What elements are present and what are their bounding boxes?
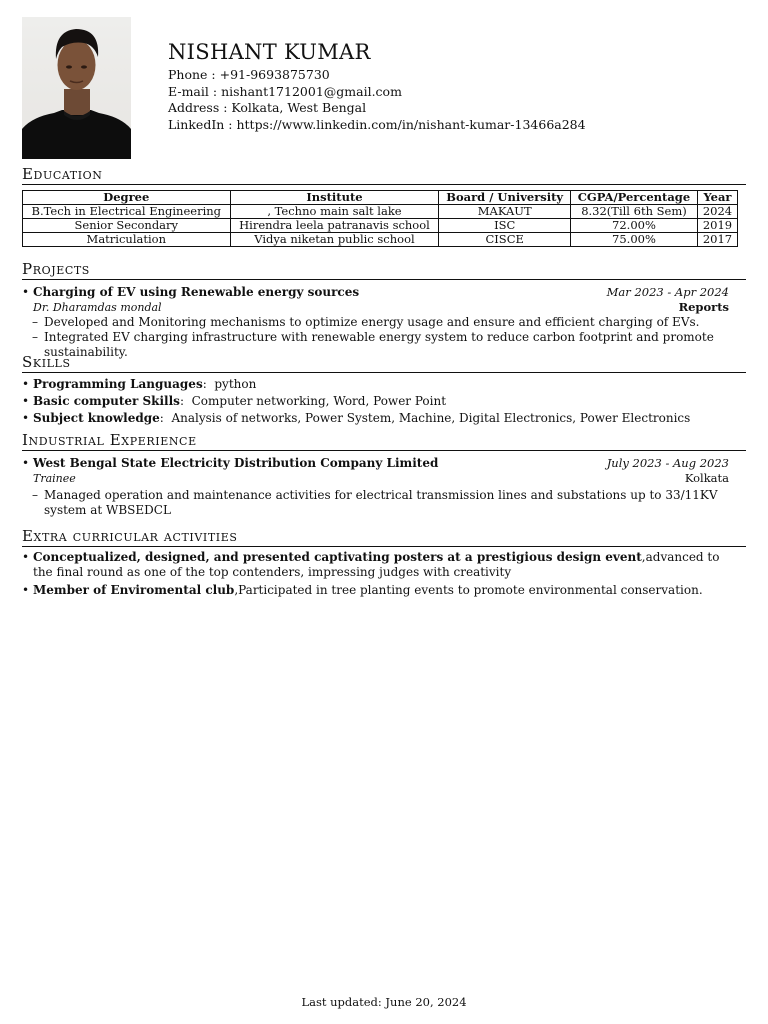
company-name: West Bengal State Electricity Distribution Company Limited: [33, 456, 439, 470]
skill-item: • Programming Languages: python: [22, 377, 257, 391]
table-cell: , Techno main salt lake: [230, 205, 439, 219]
education-section: [22, 166, 746, 247]
projects-heading: Projects: [22, 261, 746, 280]
dash-icon: –: [32, 315, 38, 329]
table-cell: Senior Secondary: [23, 219, 231, 233]
extracurricular-heading: Extra curricular activities: [22, 528, 746, 547]
linkedin-link[interactable]: https://www.linkedin.com/in/nishant-kumar-13466a284: [236, 116, 586, 132]
address-line: [168, 100, 586, 117]
table-cell: MAKAUT: [439, 205, 571, 219]
bullet-icon: •: [22, 583, 30, 597]
table-cell: 72.00%: [570, 219, 697, 233]
table-cell: 2017: [697, 233, 737, 247]
extracurricular-section: [22, 528, 746, 598]
email-link[interactable]: nishant1712001@gmail.com: [221, 83, 402, 99]
bullet-icon: •: [22, 285, 30, 299]
phone-value: +91-9693875730: [219, 67, 330, 82]
experience-role: Trainee: [33, 472, 76, 485]
table-cell: Matriculation: [23, 233, 231, 247]
experience-location: Kolkata: [684, 471, 729, 485]
activity-item: [22, 583, 746, 598]
dash-icon: –: [32, 488, 38, 502]
project-name: Charging of EV using Renewable energy sources: [33, 285, 360, 299]
email-line: [168, 84, 586, 101]
skill-item: • Subject knowledge: Analysis of networks, Power System, Machine, Digital Electronics, Power Electronics: [22, 411, 691, 425]
project-dates: Mar 2023 - Apr 2024: [606, 285, 729, 299]
column-header: Year: [697, 191, 737, 205]
experience-sub-row: [22, 471, 746, 486]
contact-header: [168, 40, 586, 133]
table-cell: B.Tech in Electrical Engineering: [23, 205, 231, 219]
skills-heading: Skills: [22, 354, 746, 373]
linkedin-line: [168, 117, 586, 134]
experience-section: [22, 432, 746, 518]
table-cell: 8.32(Till 6th Sem): [570, 205, 697, 219]
table-cell: 75.00%: [570, 233, 697, 247]
skill-label: Subject knowledge: [33, 411, 160, 425]
experience-dates: July 2023 - Aug 2023: [606, 456, 729, 470]
table-cell: Vidya niketan public school: [230, 233, 439, 247]
address-value: Kolkata, West Bengal: [231, 100, 367, 115]
column-header: Degree: [23, 191, 231, 205]
project-tag: Reports: [678, 300, 729, 314]
bullet-icon: •: [22, 377, 30, 391]
activity-highlight: Conceptualized, designed, and presented captivating posters at a prestigious design event: [33, 550, 642, 564]
projects-section: [22, 261, 746, 360]
table-row: [23, 219, 738, 233]
phone-label: Phone :: [168, 67, 216, 82]
skill-label: Basic computer Skills: [33, 394, 180, 408]
last-updated-footer: Last updated: June 20, 2024: [301, 995, 467, 1009]
education-table: [22, 190, 738, 247]
project-sub-row: [22, 300, 746, 315]
activity-text: ,advanced to the final round as one of the top contenders, impressing judges with creativity: [33, 550, 720, 579]
bullet-icon: •: [22, 394, 30, 408]
experience-heading: Industrial Experience: [22, 432, 746, 451]
table-row: [23, 233, 738, 247]
skill-label: Programming Languages: [33, 377, 203, 391]
table-cell: 2019: [697, 219, 737, 233]
skill-item: • Basic computer Skills: Computer networking, Word, Power Point: [22, 394, 447, 408]
activity-text: ,Participated in tree planting events to promote environmental conservation.: [234, 583, 703, 597]
profile-photo: [22, 17, 131, 159]
table-cell: 2024: [697, 205, 737, 219]
email-label: E-mail :: [168, 83, 218, 99]
table-cell: ISC: [439, 219, 571, 233]
project-title-row: [22, 285, 746, 300]
bullet-icon: •: [22, 411, 30, 425]
candidate-name: NISHANT KUMAR: [168, 40, 371, 64]
table-cell: Hirendra leela patranavis school: [230, 219, 439, 233]
skill-value: python: [214, 377, 257, 391]
column-header: Board / University: [439, 191, 571, 205]
project-guide: Dr. Dharamdas mondal: [33, 301, 162, 314]
experience-point-text: Managed operation and maintenance activities for electrical transmission lines and substations up to 33/11KV system at WBSEDCL: [44, 488, 718, 517]
bullet-icon: •: [22, 456, 30, 470]
education-heading: Education: [22, 166, 746, 185]
skill-value: Computer networking, Word, Power Point: [191, 394, 447, 408]
project-point-text: Developed and Monitoring mechanisms to optimize energy usage and ensure and efficient charging of EVs.: [44, 315, 700, 329]
linkedin-label: LinkedIn :: [168, 116, 233, 132]
column-header: Institute: [230, 191, 439, 205]
activity-highlight: Member of Enviromental club: [33, 583, 235, 597]
experience-entry: [22, 456, 746, 518]
dash-icon: –: [32, 330, 38, 344]
table-cell: CISCE: [439, 233, 571, 247]
phone-line: [168, 67, 586, 84]
address-label: Address :: [168, 100, 228, 115]
column-header: CGPA/Percentage: [570, 191, 697, 205]
table-header-row: [23, 191, 738, 205]
project-point-text: Integrated EV charging infrastructure with renewable energy system to reduce carbon footprint and promote sustainability.: [44, 330, 714, 359]
project-entry: [22, 285, 746, 360]
bullet-icon: •: [22, 550, 30, 564]
experience-point: [22, 488, 746, 518]
project-point: [22, 315, 746, 330]
skill-value: Analysis of networks, Power System, Machine, Digital Electronics, Power Electronics: [171, 411, 691, 425]
skills-section: [22, 354, 746, 427]
experience-title-row: [22, 456, 746, 471]
activity-item: [22, 550, 746, 580]
table-row: [23, 205, 738, 219]
